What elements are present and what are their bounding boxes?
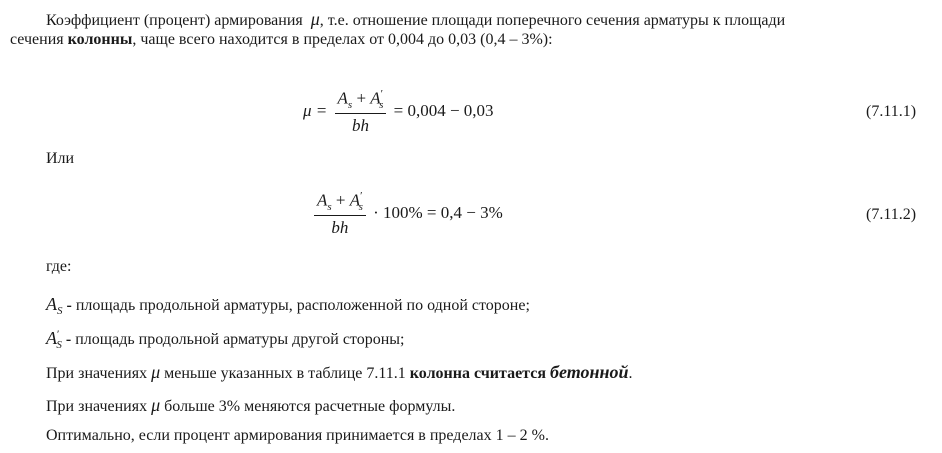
concrete-word: бетонной [549,362,629,382]
mu-symbol: μ [151,395,161,415]
where-text: где: [46,258,72,275]
as-symbol: A [46,294,57,314]
columns-bold-word: колонны [67,31,133,48]
formula-2-numerator: $A_s + A'_s$ [314,190,366,216]
note-greater-than: При значениях μ больше 3% меняются расчетные формулы. [46,395,456,415]
or-text: Или [46,150,75,167]
formula-7-11-2: $\frac{A_s + A'_s}{bh}$ · 100% = 0,4 − 3% [311,190,503,238]
formula-7-11-1: μ = $\frac{A_s + A'_s}{bh}$ = 0,004 − 0,03 [303,88,494,136]
formula-1-numerator: $A_s + A'_s$ [335,88,387,114]
formula-2-denominator: bh [331,218,349,238]
formula-1-fraction [335,88,387,136]
intro-line-2: сечения колонны, чаще всего находится в пределах от 0,004 до 0,03 (0,4 – 3%): [10,31,553,48]
formula-2-fraction [314,190,366,238]
equation-number-7-11-2: (7.11.2) [866,206,917,223]
mu-symbol: μ [151,362,161,382]
intro-line-1: Коэффициент (процент) армирования μ, т.е. отношение площади поперечного сечения арматуры к площади [46,9,786,29]
as-prime-symbol: A [46,328,57,348]
definition-as-prime: $A'_S$ - площадь продольной арматуры другой стороны; [46,328,405,352]
equation-number-7-11-1: (7.11.1) [866,103,917,120]
definition-as: $A_S$ - площадь продольной арматуры, расположенной по одной стороне; [46,294,530,318]
formula-1-denominator: bh [351,116,369,136]
note-optimal: Оптимально, если процент армирования принимается в пределах 1 – 2 %. [46,427,549,444]
note-less-than: При значениях μ меньше указанных в таблице 7.11.1 колонна считается бетонной. [46,362,633,382]
mu-symbol: μ [310,9,320,29]
